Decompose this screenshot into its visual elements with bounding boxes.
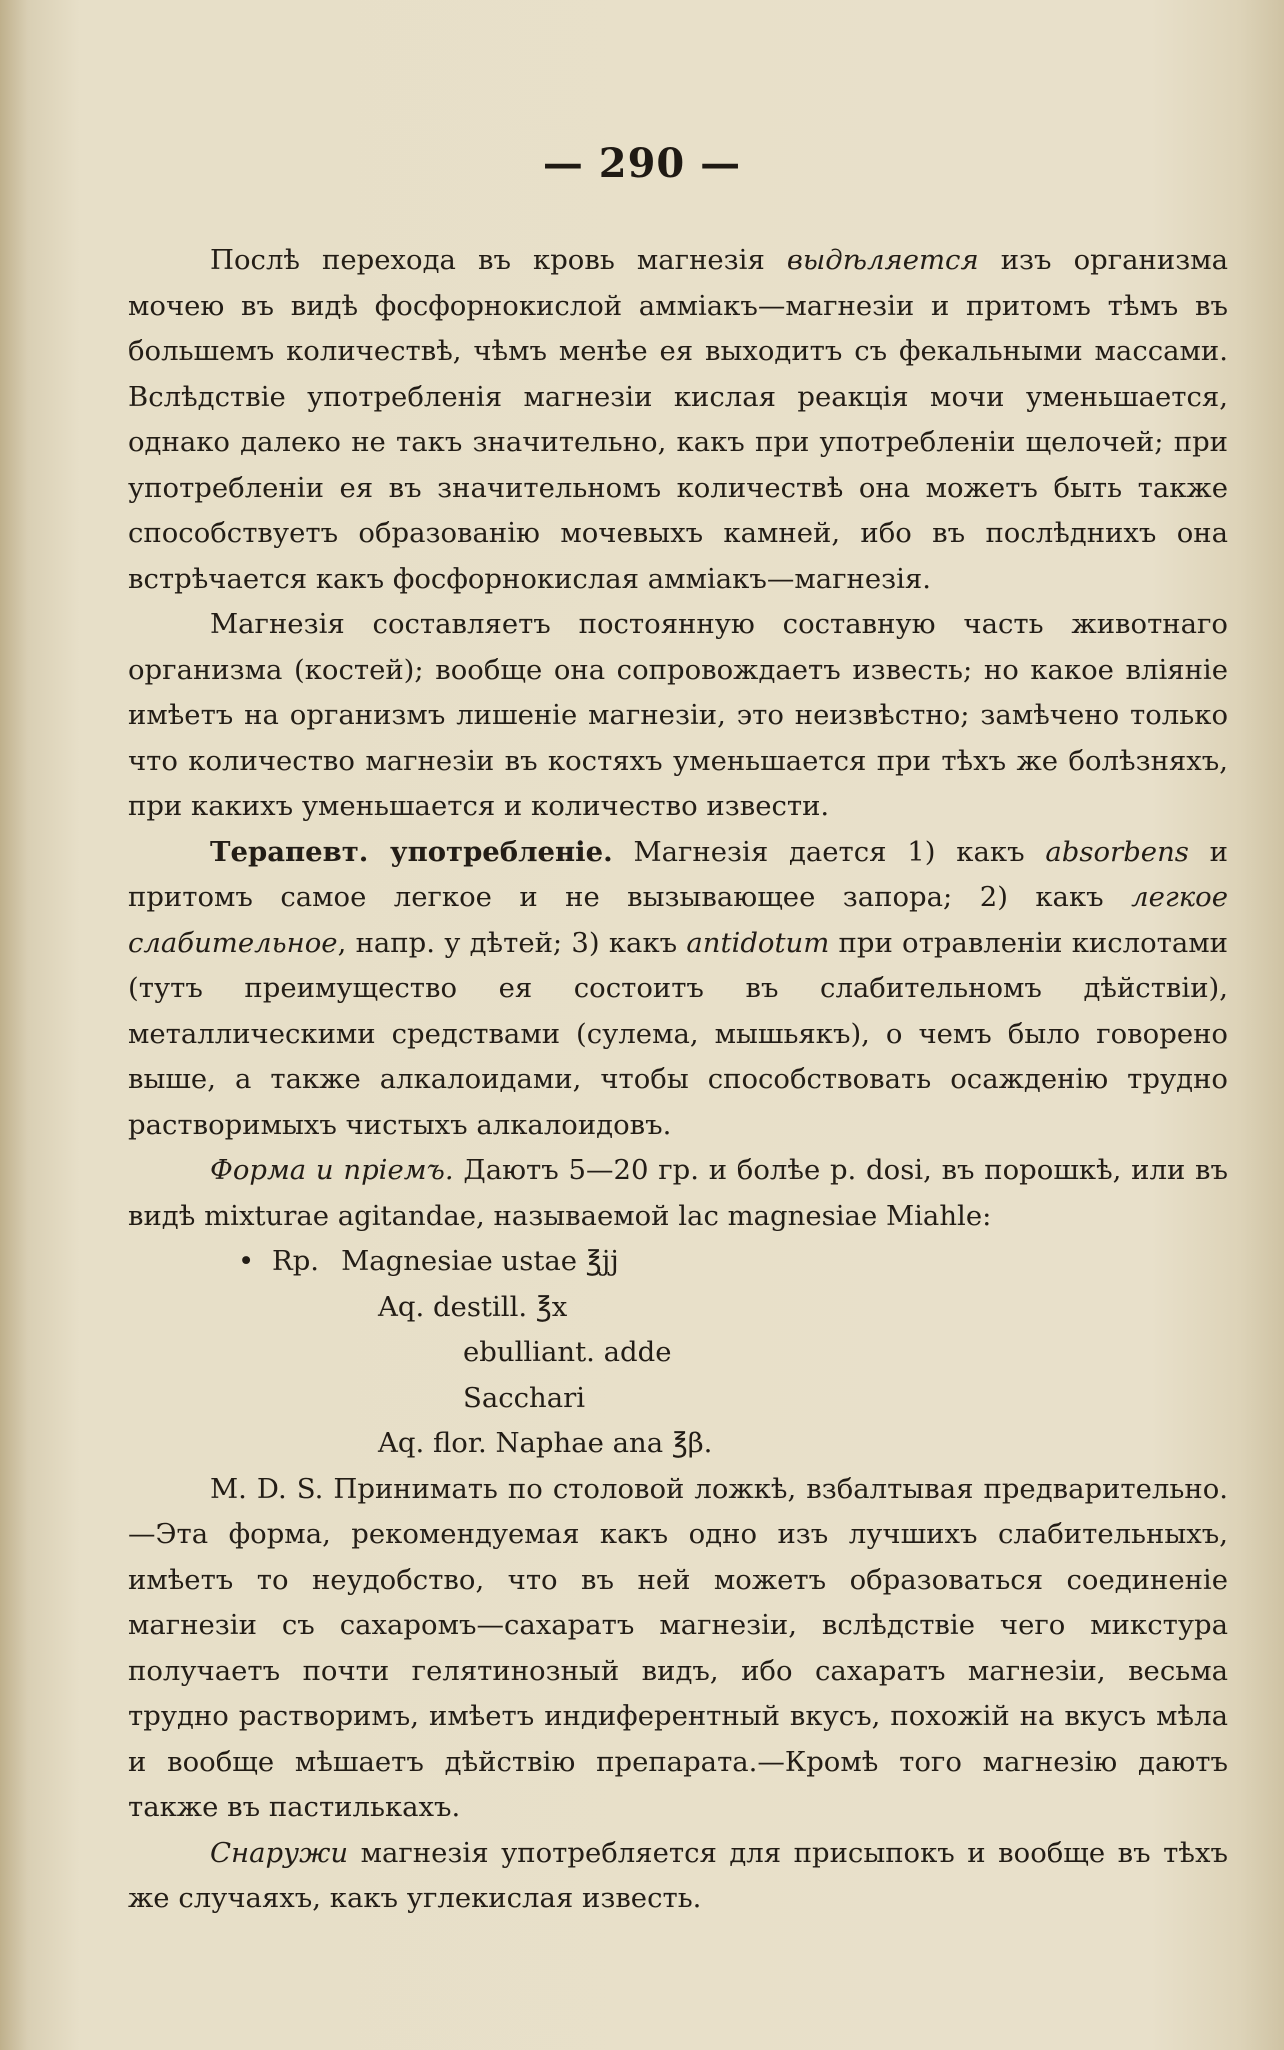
section-heading: Форма и пріемъ.	[210, 1154, 454, 1186]
recipe-ingredient: Aq. flor. Naphae ana ℥β.	[378, 1427, 713, 1459]
paragraph-text: магнезія употребляется для присыпокъ и вообще въ тѣхъ же случаяхъ, какъ углекислая известь.	[128, 1836, 1228, 1914]
recipe-line	[128, 1376, 1228, 1422]
recipe-instruction: ebulliant. adde	[463, 1336, 672, 1368]
paragraph-signature: M. D. S. Принимать по столовой ложкѣ, взбалтывая предварительно.—Эта форма, рекомендуемая какъ одно изъ лучшихъ слабительныхъ, имѣетъ то неудобство, что въ ней можетъ образоваться соединеніе магнезіи съ сахаромъ—сахаратъ магнезіи, вслѣдствіе чего микстура получаетъ почти гелятинозный видъ, ибо сахаратъ магнезіи, весьма трудно растворимъ, имѣетъ индиферентный вкусъ, похожій на вкусъ мѣла и вообще мѣшаетъ дѣйствію препарата.—Кромѣ того магнезію даютъ также въ пастилькахъ.	[128, 1472, 1228, 1823]
recipe-line	[128, 1285, 1228, 1331]
page-number: — 290 —	[542, 140, 742, 187]
recipe-block	[128, 1239, 1228, 1467]
emphasis-text: antidotum	[686, 926, 830, 959]
recipe-rp: Rp.	[272, 1245, 320, 1277]
page-body	[128, 238, 1228, 1922]
paragraph-form-dose	[128, 1148, 1228, 1239]
recipe-ingredient: Sacchari	[463, 1381, 586, 1414]
paragraph-text: , напр. у дѣтей; 3) какъ	[337, 926, 687, 959]
paragraph-text: Даютъ 5—20 гр. и болѣе p. dosi, въ порошкѣ, или въ видѣ mixturae agitandae, называемой lac magnesiae Miahle:	[128, 1154, 1228, 1232]
section-heading: Терапевт. употребленіе.	[210, 835, 613, 868]
emphasis-text: absorbens	[1045, 835, 1189, 868]
recipe-ingredient: Aq. destill. ℥x	[378, 1290, 568, 1323]
recipe-ingredient: Magnesiae ustae ℥jj	[341, 1245, 619, 1277]
section-heading: Снаружи	[210, 1836, 349, 1869]
recipe-line	[128, 1421, 1228, 1467]
bullet-mark: •	[238, 1245, 255, 1277]
recipe-line	[128, 1239, 1228, 1285]
paragraph-text: Послѣ перехода въ кровь магнезія	[210, 244, 787, 276]
paragraph-text: Магнезія дается 1) какъ	[612, 835, 1046, 868]
paragraph-organism: Магнезія составляетъ постоянную составную часть животнаго организма (костей); вообще она сопровождаетъ известь; но какое вліяніе имѣетъ на организмъ лишеніе магнезіи, это неизвѣстно; замѣчено только что количество магнезіи въ костяхъ уменьшается при тѣхъ же болѣзняхъ, при какихъ уменьшается и количество извести.	[128, 608, 1228, 822]
paragraph-external-use	[128, 1831, 1228, 1922]
emphasis-text: выдѣляется	[786, 244, 979, 276]
paragraph-therapeutic-use	[128, 830, 1228, 1149]
paragraph-text: при отравленіи кислотами (тутъ преимущество ея состоитъ въ слабительномъ дѣйствіи), металлическими средствами (сулема, мышьякъ), о чемъ было говорено выше, а также алкалоидами, чтобы способствовать осажденію трудно растворимыхъ чистыхъ алкалоидовъ.	[128, 926, 1228, 1141]
emphasis-text: легкое слабительное	[128, 881, 1228, 959]
recipe-line	[128, 1330, 1228, 1376]
paragraph-text: изъ организма мочею въ видѣ фосфорнокислой амміакъ—магнезіи и притомъ тѣмъ въ большемъ количествѣ, чѣмъ менѣе ея выходитъ съ фекальными массами. Вслѣдствіе употребленія магнезіи кислая реакція мочи уменьшается, однако далеко не такъ значительно, какъ при употребленіи щелочей; при употребленіи ея въ значительномъ количествѣ она можетъ быть также способствуетъ образованію мочевыхъ камней, ибо въ послѣднихъ она встрѣчается какъ фосфорнокислая амміакъ—магнезія.	[128, 244, 1228, 595]
paragraph-text: и притомъ самое легкое и не вызывающее запора; 2) какъ	[128, 835, 1229, 913]
paragraph-excretion	[128, 238, 1228, 602]
